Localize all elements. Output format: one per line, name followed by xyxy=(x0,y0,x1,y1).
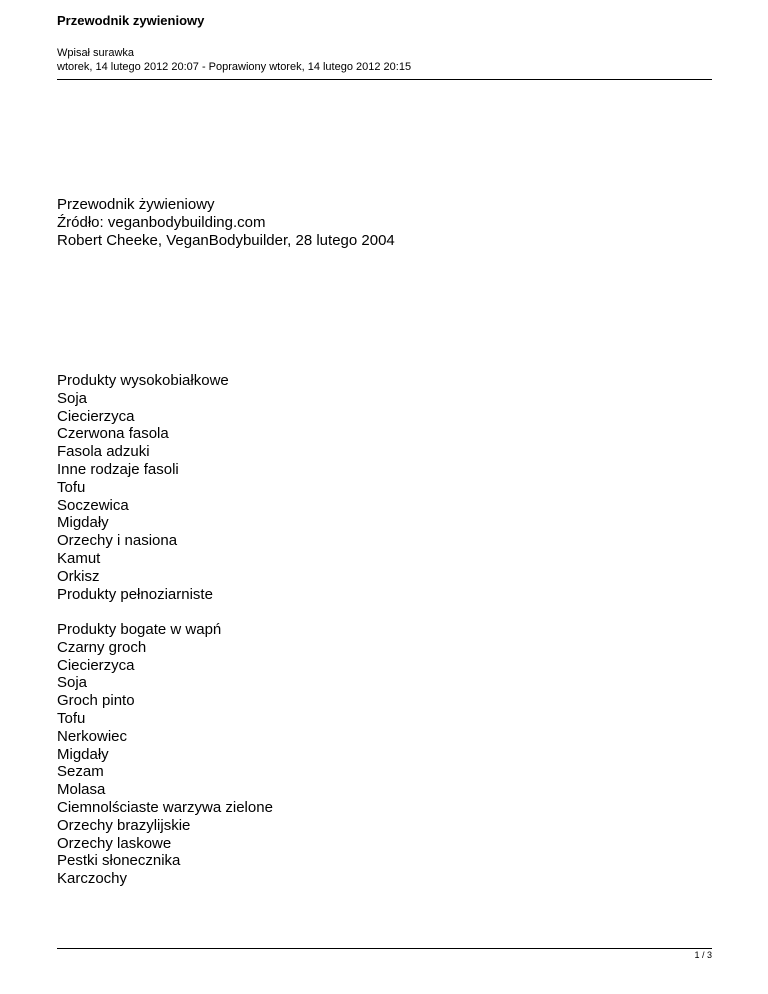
list-item: Migdały xyxy=(57,745,109,763)
list-item: Inne rodzaje fasoli xyxy=(57,460,179,478)
list-item: Czarny groch xyxy=(57,638,147,656)
list-item: Ciemnolściaste warzywa zielone xyxy=(57,798,273,816)
list-item: Molasa xyxy=(57,781,106,799)
protein-section xyxy=(57,372,697,603)
list-item: Tofu xyxy=(57,478,86,496)
list-item: Soja xyxy=(57,674,88,692)
page-number: 1 / 3 xyxy=(694,950,712,960)
list-item: Produkty pełnoziarniste xyxy=(57,585,213,603)
list-item: Czerwona fasola xyxy=(57,425,169,443)
calcium-heading: Produkty bogate w wapń xyxy=(57,621,222,638)
list-item: Groch pinto xyxy=(57,692,135,710)
list-item: Orzechy laskowe xyxy=(57,834,172,852)
protein-heading: Produkty wysokobiałkowe xyxy=(57,372,229,389)
list-item: Migdały xyxy=(57,514,109,532)
list-item: Kamut xyxy=(57,549,101,567)
intro-source: Źródło: veganbodybuilding.com xyxy=(57,213,266,231)
intro-block xyxy=(57,196,697,249)
list-item: Nerkowiec xyxy=(57,727,128,745)
list-item: Orzechy brazylijskie xyxy=(57,816,191,834)
list-item: Sezam xyxy=(57,763,104,781)
date-line: wtorek, 14 lutego 2012 20:07 - Poprawiony wtorek, 14 lutego 2012 20:15 xyxy=(57,61,412,73)
calcium-section xyxy=(57,621,697,888)
list-item: Fasola adzuki xyxy=(57,443,150,461)
footer-divider xyxy=(57,948,712,949)
list-item: Tofu xyxy=(57,709,86,727)
header-divider xyxy=(57,79,712,80)
list-item: Pestki słonecznika xyxy=(57,852,181,870)
document-title: Przewodnik zywieniowy xyxy=(57,13,205,28)
list-item: Soja xyxy=(57,389,88,407)
intro-title: Przewodnik żywieniowy xyxy=(57,196,215,213)
list-item: Karczochy xyxy=(57,870,128,888)
list-item: Orkisz xyxy=(57,567,100,585)
author-line: Wpisał surawka xyxy=(57,47,135,59)
intro-byline: Robert Cheeke, VeganBodybuilder, 28 lutego 2004 xyxy=(57,231,395,249)
list-item: Soczewica xyxy=(57,496,129,514)
list-item: Ciecierzyca xyxy=(57,407,135,425)
list-item: Orzechy i nasiona xyxy=(57,532,178,550)
list-item: Ciecierzyca xyxy=(57,656,135,674)
